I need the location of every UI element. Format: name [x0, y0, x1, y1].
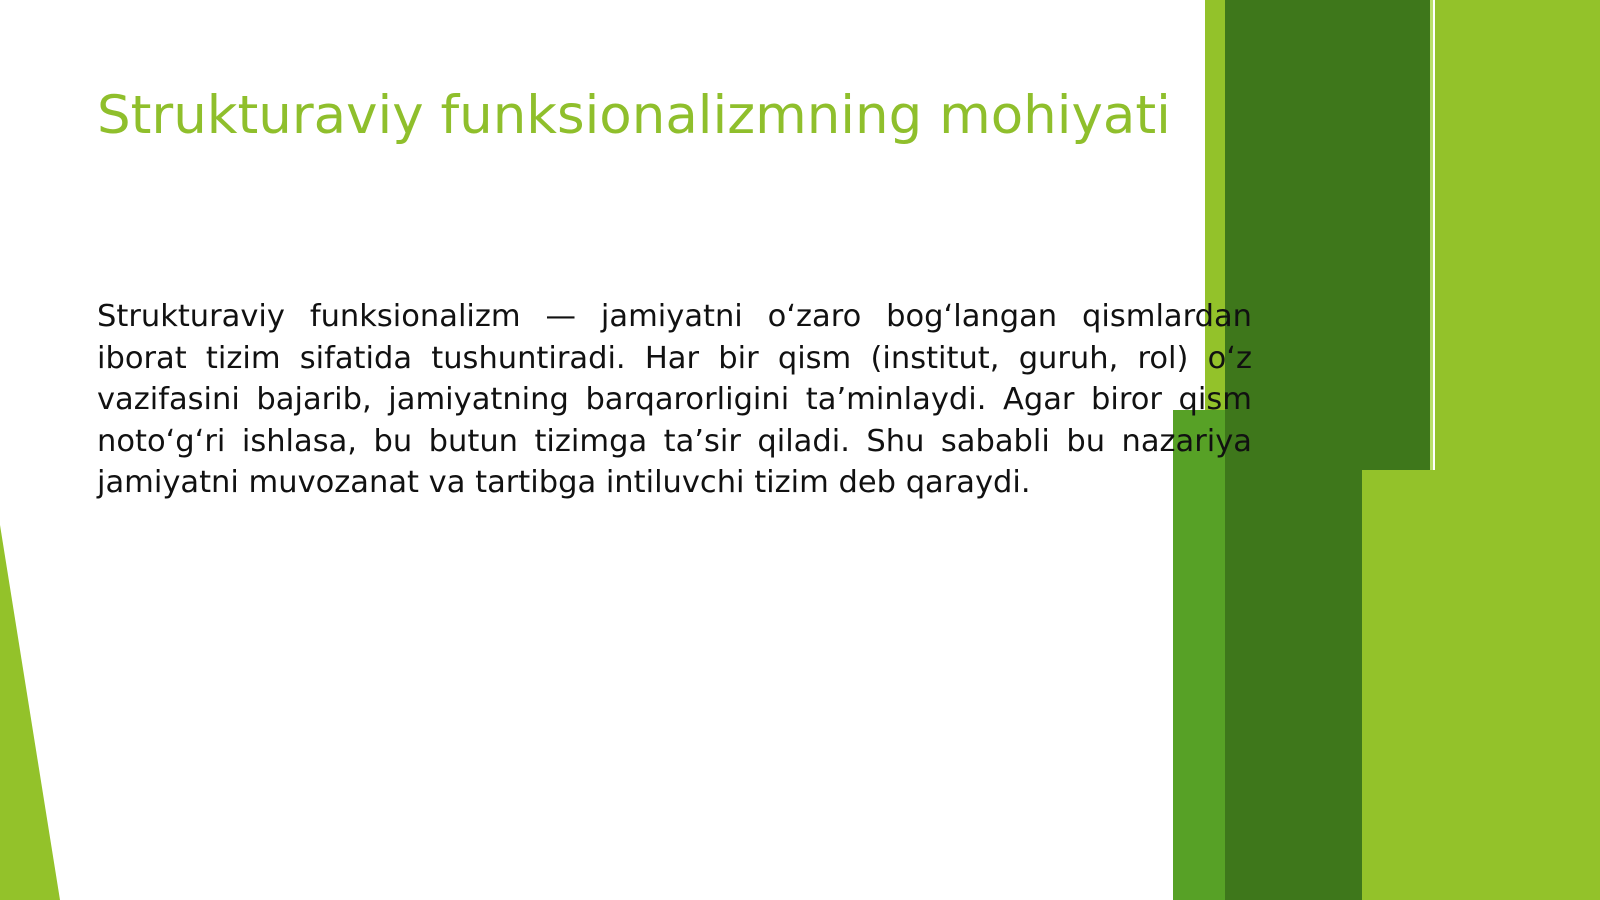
decor-divider-line [1430, 0, 1433, 470]
decor-left-wedge [0, 525, 60, 900]
decor-bar-dark-bottom [1225, 470, 1362, 900]
slide-paragraph: Strukturaviy funksionalizm — jamiyatni o‘zaro bog‘langan qismlardan iborat tizim sifatida tushuntiradi. Har bir qism (institut, guruh, rol) o‘z vazifasini bajarib, jamiyatning barqarorligini ta’minlaydi. Agar biror qism noto‘g‘ri ishlasa, bu butun tizimga ta’sir qiladi. Shu sababli bu nazariya jamiyatni muvozanat va tartibga intiluvchi tizim deb qaraydi. [97, 299, 1252, 500]
decor-bar-dark-top [1225, 0, 1430, 470]
decor-bar-light-right-bottom [1362, 470, 1600, 900]
slide-title: Strukturaviy funksionalizmning mohiyati [97, 85, 1171, 146]
decor-bar-light-right-top [1435, 0, 1600, 470]
